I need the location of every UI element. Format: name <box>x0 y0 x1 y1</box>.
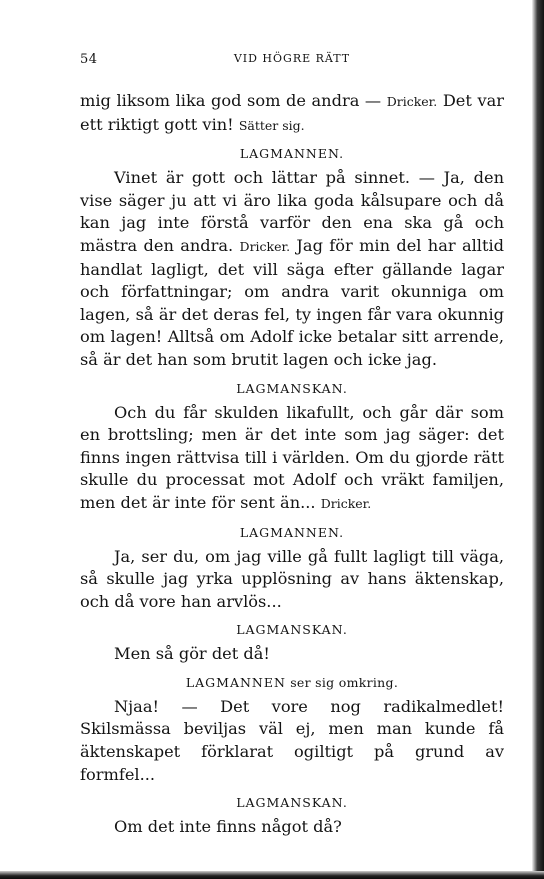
paragraph-6 <box>80 816 504 839</box>
dialogue-text: Jag för min del har alltid handlat lagligt, det vill säga efter gällande lagar och författningar; om andra varit okunniga om lagen, så är det deras fel, ty ingen får vara okunnig om lagen! Alltså om Adolf icke betalar sitt arrende, så är det han som brutit lagen och icke jag. <box>80 235 504 369</box>
stage-direction: Dricker. <box>239 238 291 254</box>
dialogue-text: mig liksom lika god som de andra — <box>80 91 387 110</box>
paragraph-3 <box>80 546 504 614</box>
speaker-name: LAGMANNEN. <box>239 524 345 540</box>
speaker-name: LAGMANNEN <box>185 674 286 690</box>
page-number: 54 <box>80 52 98 67</box>
page-header <box>80 52 504 74</box>
dialogue-text: Vinet är gott och lättar på sinnet. — Ja, den vise säger ju att vi äro lika goda kålsupare och då kan jag inte förstå varför den ena ska gå och mästra den andra. <box>80 168 504 255</box>
dialogue-text: Och du får skulden likafullt, och går där som en brottsling; men är det inte som jag säger: det finns ingen rättvisa till i världen. Om du gjorde rätt skulle du processat mot Adolf och vräkt familjen, men det är inte för sent än... <box>80 402 504 512</box>
dialogue-text: Det var ett riktigt gott vin! <box>80 91 504 134</box>
paragraph-0 <box>80 90 504 137</box>
speaker-name: LAGMANSKAN. <box>236 380 348 396</box>
page-edge-shadow-bottom <box>0 871 544 879</box>
paragraph-5 <box>80 696 504 786</box>
dialogue-text: Njaa! — Det vore nog radikalmedlet! Skilsmässa beviljas väl ej, men man kunde få äktenskapet förklarat ogiltigt på grund av formfel... <box>80 696 504 784</box>
paragraph-2 <box>80 402 504 516</box>
page-body <box>80 90 504 839</box>
stage-direction: Sätter sig. <box>238 117 305 133</box>
speaker-name: LAGMANSKAN. <box>236 622 348 638</box>
dialogue-text: Om det inte finns något då? <box>114 817 342 837</box>
speaker-line <box>80 675 504 690</box>
stage-direction: Dricker. <box>320 495 372 511</box>
speaker-name: LAGMANNEN. <box>239 146 345 162</box>
page-edge-shadow-right <box>532 0 544 879</box>
dialogue-text: Men så gör det då! <box>114 644 270 664</box>
stage-direction: Dricker. <box>386 94 438 109</box>
speaker-name: LAGMANSKAN. <box>236 795 348 811</box>
dialogue-text: Ja, ser du, om jag ville gå fullt lagligt till väga, så skulle jag yrka upplösning av hans äktenskap, och då vore han arvlös... <box>80 546 504 611</box>
stage-direction: ser sig omkring. <box>285 674 399 690</box>
running-title: VID HÖGRE RÄTT <box>233 52 351 65</box>
book-page <box>80 52 504 839</box>
paragraph-4 <box>80 643 504 666</box>
paragraph-1 <box>80 167 504 371</box>
